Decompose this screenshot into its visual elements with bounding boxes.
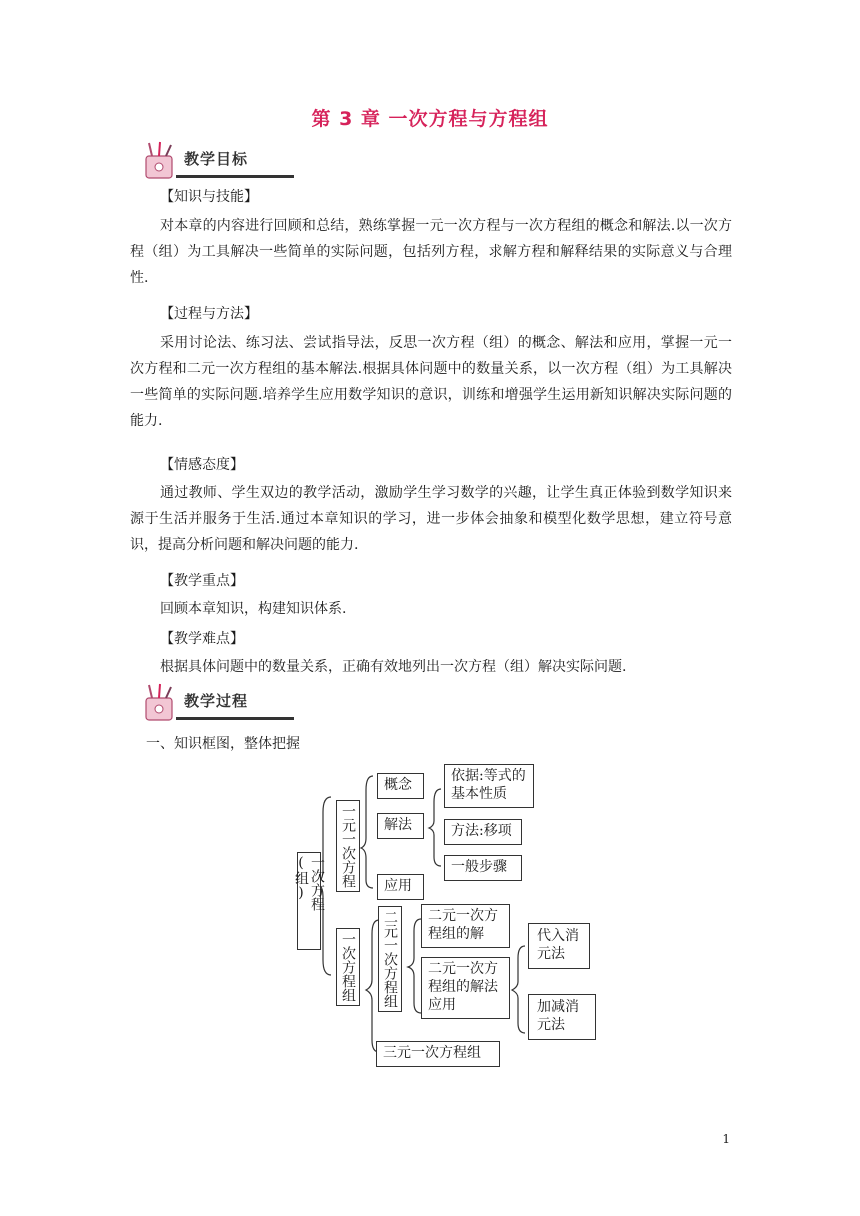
diagram-two-var-solution: 二元一次方程组的解 <box>421 904 510 948</box>
key-point-header: 【教学重点】 <box>160 573 244 589</box>
page-number: 1 <box>722 1132 730 1146</box>
key-point-text: 回顾本章知识，构建知识体系. <box>160 601 347 617</box>
diagram-three-var-system: 三元一次方程组 <box>376 1041 500 1067</box>
diagram-root: 一次方程(组) <box>297 852 321 950</box>
diagram-steps: 一般步骤 <box>444 855 522 881</box>
difficulty-header: 【教学难点】 <box>160 631 244 647</box>
process-text: 采用讨论法、练习法、尝试指导法，反思一次方程（组）的概念、解法和应用，掌握一元一次方程和二元一次方程组的基本解法.根据具体问题中的数量关系，以一次方程（组）为工具解决一些简单的实际问题.培养学生应用数学知识的意识，训练和增强学生运用新知识解决实际问题的能力. <box>130 335 732 429</box>
diagram-method: 方法:移项 <box>444 819 522 845</box>
diagram-substitution: 代入消元法 <box>528 923 590 969</box>
diagram-two-var-method: 二元一次方程组的解法应用 <box>421 957 510 1019</box>
knowledge-header: 【知识与技能】 <box>160 189 258 205</box>
process-header: 【过程与方法】 <box>160 306 258 322</box>
diagram-solve: 解法 <box>377 813 424 839</box>
knowledge-text: 对本章的内容进行回顾和总结，熟练掌握一元一次方程与一次方程组的概念和解法.以一次方程（组）为工具解决一些简单的实际问题，包括列方程，求解方程和解释结果的实际意义与合理性. <box>130 218 732 286</box>
diagram-two-var-system: 二元一次方程组 <box>378 906 402 1012</box>
attitude-header: 【情感态度】 <box>160 457 244 473</box>
diagram-linear-one: 一元一次方程 <box>336 800 360 892</box>
chapter-title: 第 3 章 一次方程与方程组 <box>311 108 549 130</box>
difficulty-text: 根据具体问题中的数量关系，正确有效地列出一次方程（组）解决实际问题. <box>160 659 627 675</box>
diagram-system: 一次方程组 <box>336 928 360 1006</box>
step-one-heading: 一、知识框图，整体把握 <box>146 736 300 752</box>
attitude-text: 通过教师、学生双边的教学活动，激励学生学习数学的兴趣，让学生真正体验到数学知识来源于生活并服务于生活.通过本章知识的学习，进一步体会抽象和模型化数学思想，建立符号意识，提高分析问题和解决问题的能力. <box>130 485 732 553</box>
process-badge-label: 教学过程 <box>184 692 249 710</box>
objectives-badge-label: 教学目标 <box>184 150 249 168</box>
diagram-basis: 依据:等式的基本性质 <box>444 764 534 808</box>
diagram-apply: 应用 <box>377 874 424 900</box>
diagram-elimination: 加减消元法 <box>528 994 596 1040</box>
diagram-concept: 概念 <box>377 773 424 799</box>
